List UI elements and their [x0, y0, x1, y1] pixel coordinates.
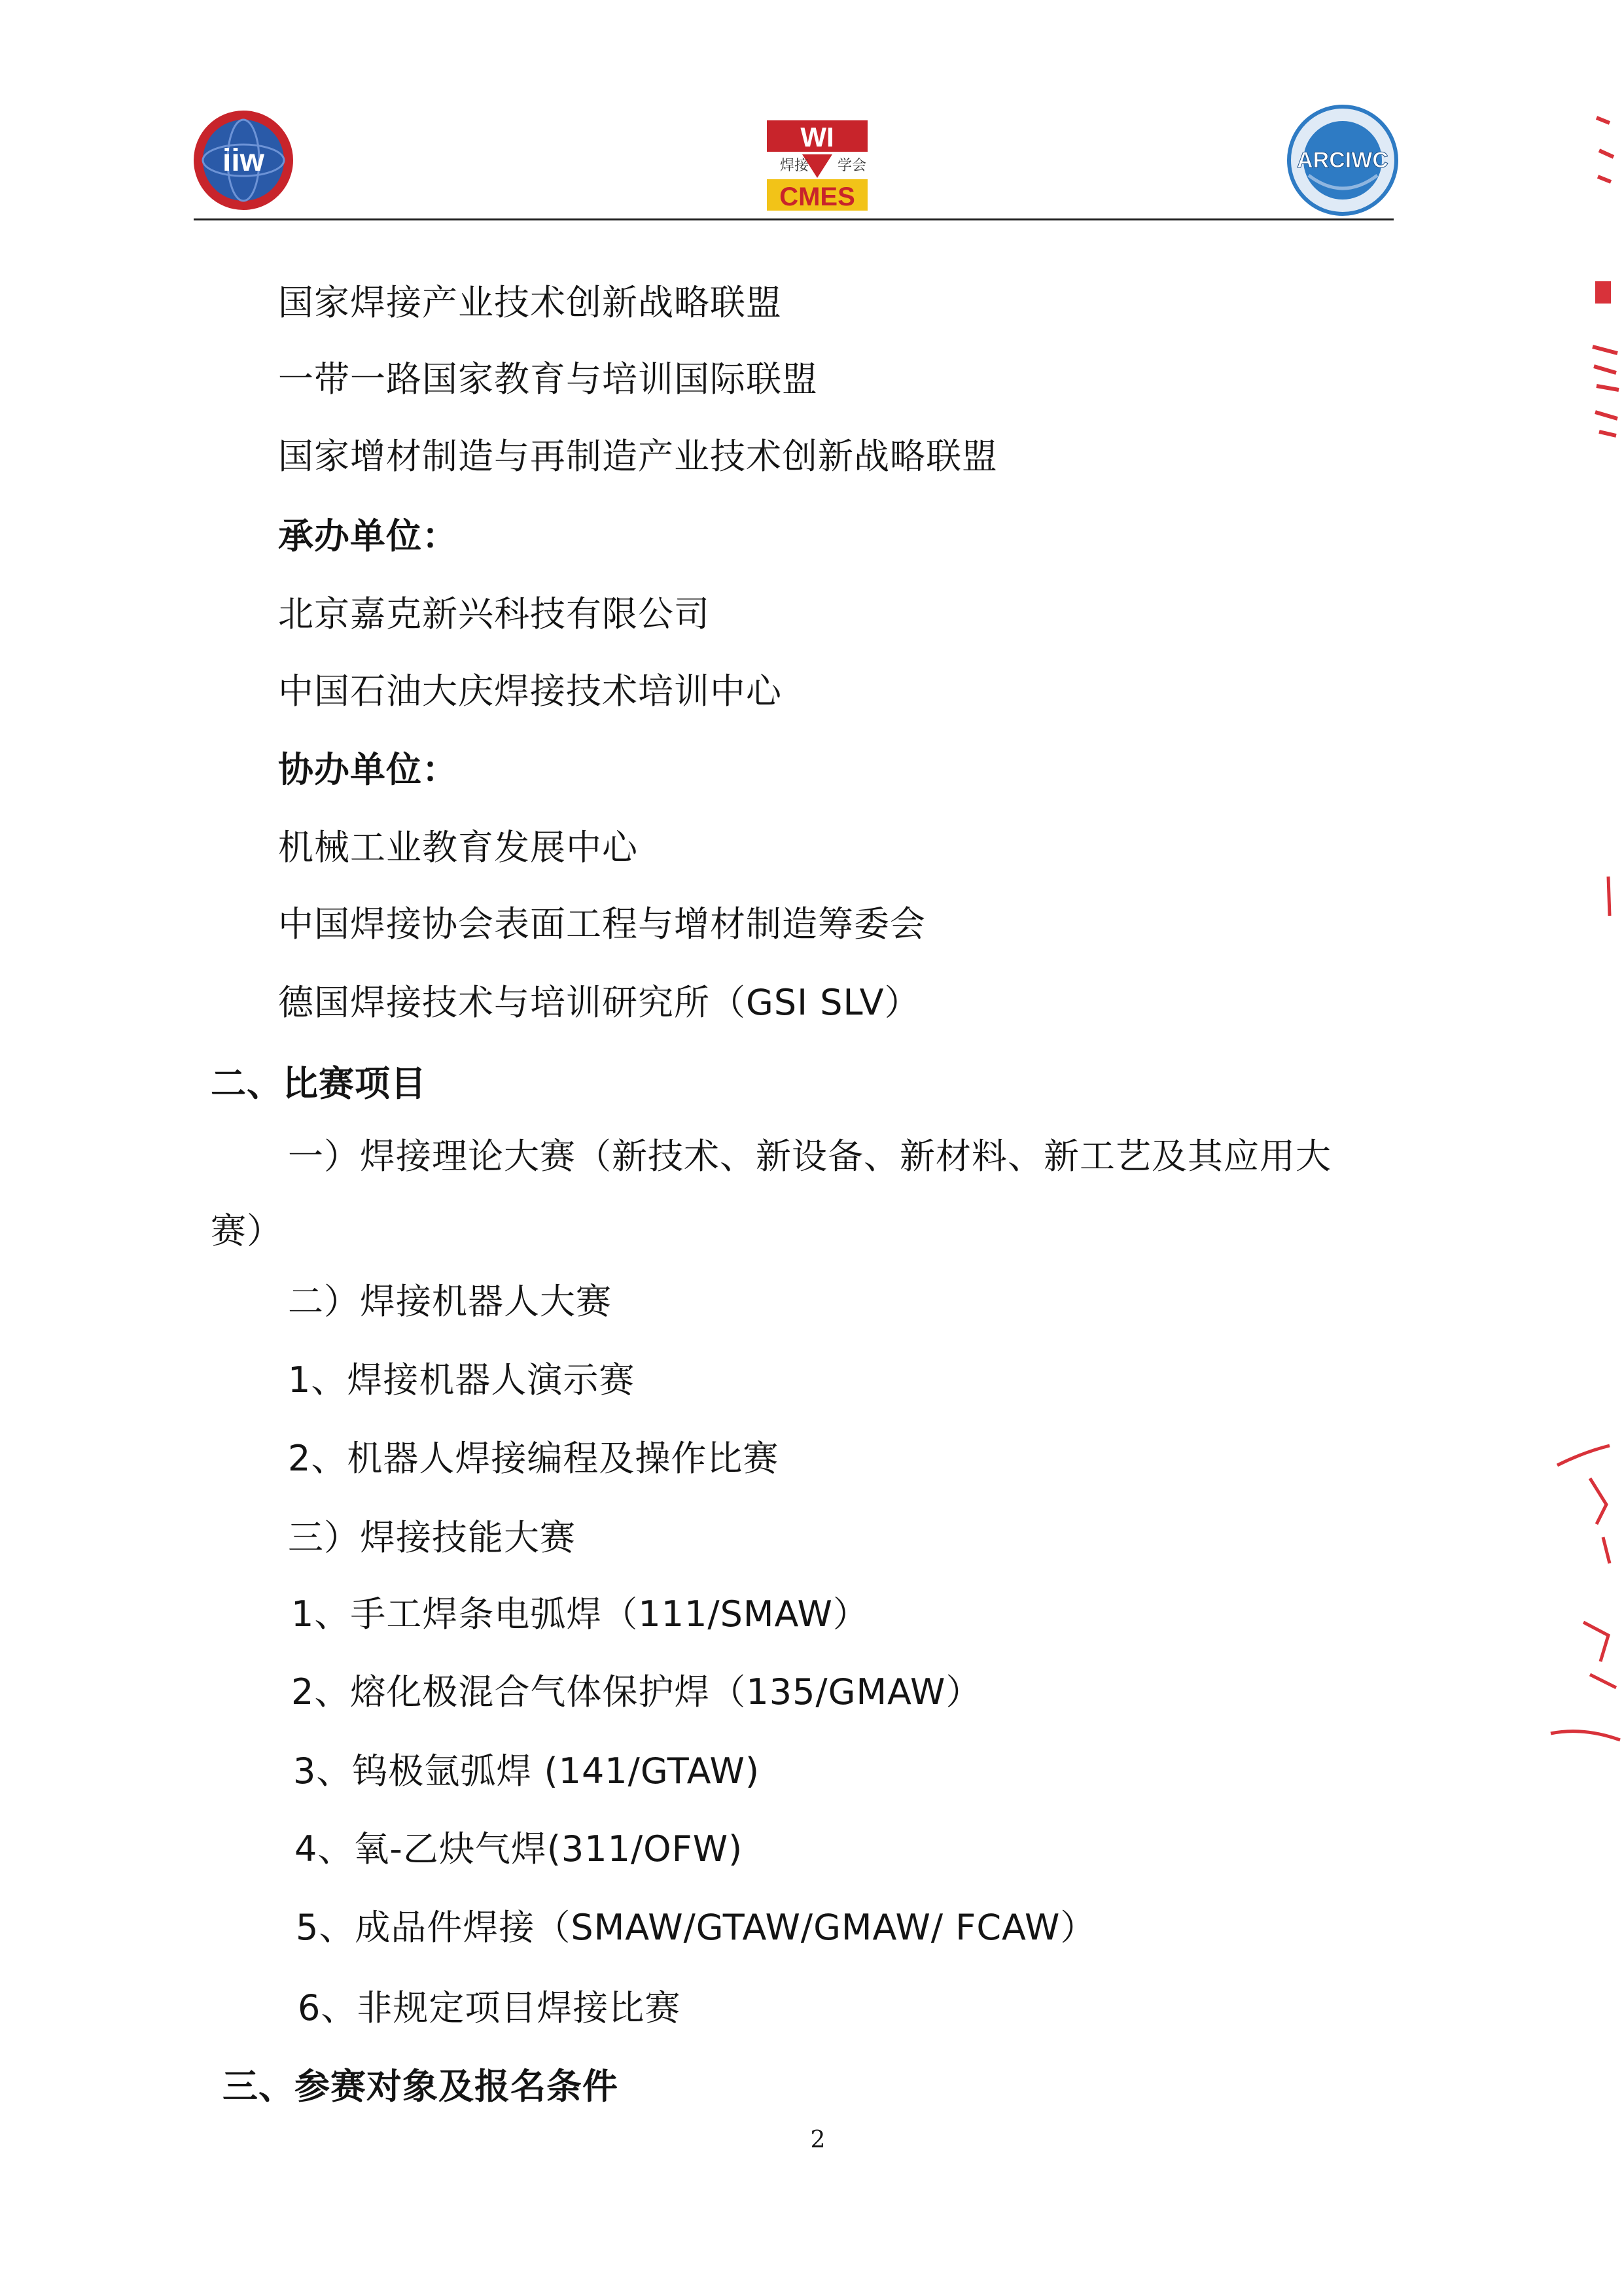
text-line-8: 机械工业教育发展中心 [278, 827, 638, 868]
text-line-10: 德国焊接技术与培训研究所（GSI SLV） [278, 982, 921, 1023]
text-line-17: 三）焊接技能大赛 [288, 1517, 576, 1558]
section-heading-2: 二、比赛项目 [211, 1063, 427, 1104]
text-line-13: 赛） [211, 1210, 283, 1251]
text-line-18: 1、手工焊条电弧焊（111/SMAW） [291, 1593, 869, 1635]
text-line-22: 5、成品件焊接（SMAW/GTAW/GMAW/ FCAW） [296, 1907, 1097, 1948]
text-line-16: 2、机器人焊接编程及操作比赛 [288, 1438, 779, 1479]
iiw-logo-text: iiw [222, 143, 265, 178]
cmes-logo-top-text: WI [800, 122, 834, 152]
text-line-6: 中国石油大庆焊接技术培训中心 [278, 670, 782, 712]
co-organizer-heading: 协办单位： [278, 749, 458, 790]
text-line-21: 4、氧-乙炔气焊(311/OFW) [294, 1828, 743, 1870]
arciwc-logo-text: ARCIWC [1297, 148, 1388, 173]
text-line-3: 国家增材制造与再制造产业技术创新战略联盟 [278, 436, 998, 477]
page-header [0, 0, 1624, 235]
seal-fragment-bottom [1544, 1426, 1624, 1753]
text-line-5: 北京嘉克新兴科技有限公司 [278, 593, 710, 635]
seal-fragment-mid [1557, 870, 1624, 922]
text-line-2: 一带一路国家教育与培训国际联盟 [278, 358, 818, 400]
text-line-12: 一）焊接理论大赛（新技术、新设备、新材料、新工艺及其应用大 [288, 1136, 1332, 1177]
text-line-9: 中国焊接协会表面工程与增材制造筹委会 [278, 903, 926, 945]
arciwc-logo [1286, 103, 1400, 218]
header-divider [194, 218, 1394, 220]
text-line-19: 2、熔化极混合气体保护焊（135/GMAW） [291, 1671, 982, 1713]
cmes-logo-bottom-text: CMES [779, 183, 855, 211]
organizer-heading: 承办单位： [278, 515, 458, 557]
text-line-20: 3、钨极氩弧焊 (141/GTAW) [293, 1750, 760, 1792]
cmes-logo-mid-left-text: 焊接 [780, 158, 809, 174]
text-line-15: 1、焊接机器人演示赛 [288, 1359, 635, 1400]
iiw-logo [191, 108, 296, 213]
section-heading-3: 三、参赛对象及报名条件 [222, 2066, 618, 2107]
text-line-23: 6、非规定项目焊接比赛 [298, 1987, 681, 2028]
text-line-14: 二）焊接机器人大赛 [288, 1281, 612, 1322]
seal-fragment-top [1570, 105, 1624, 471]
cmes-logo [764, 118, 870, 213]
cmes-logo-mid-right-text: 学会 [838, 158, 867, 174]
text-line-1: 国家焊接产业技术创新战略联盟 [278, 282, 782, 323]
page-number: 2 [810, 2127, 826, 2153]
